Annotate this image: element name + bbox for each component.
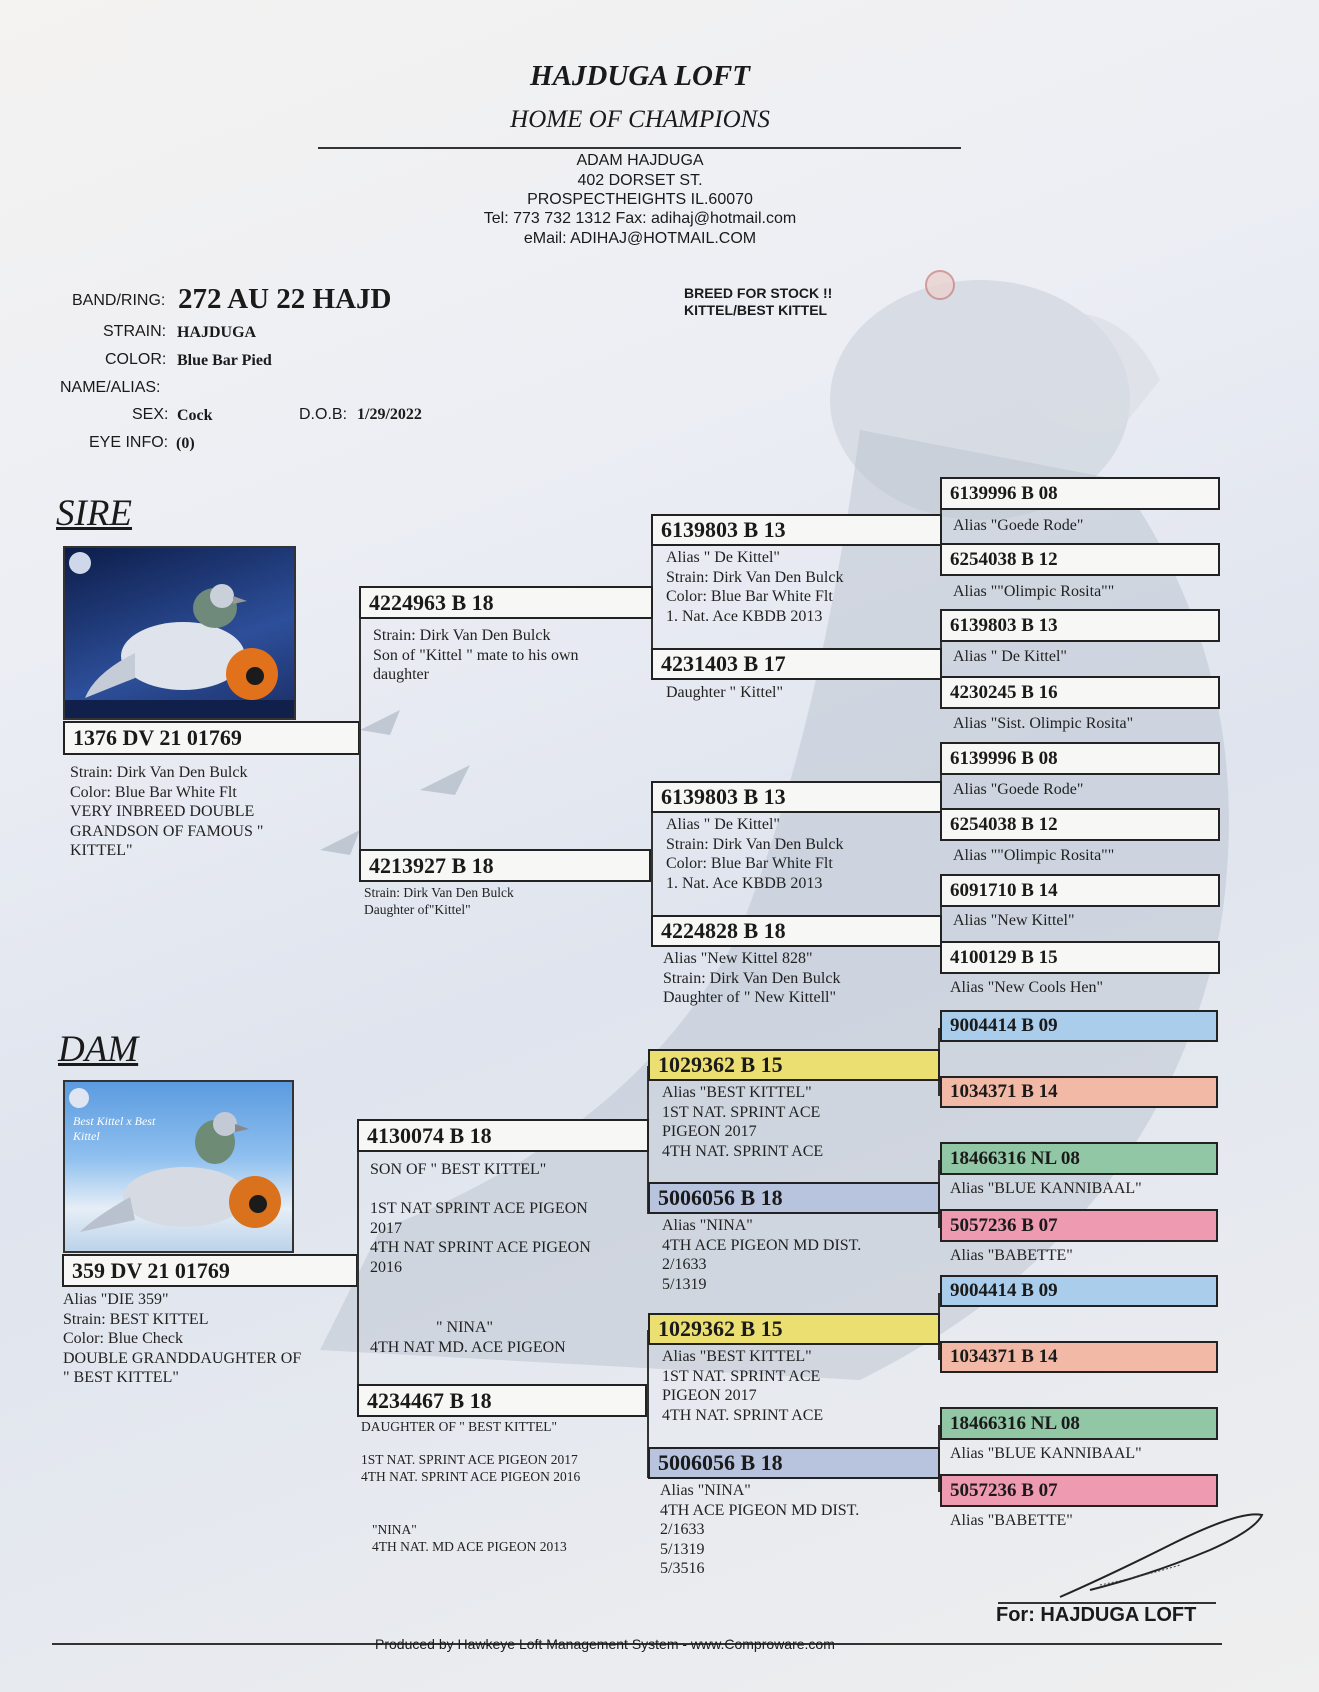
dam-father-notes-2: " NINA" — [436, 1319, 494, 1336]
owner-email: eMail: ADIHAJ@HOTMAIL.COM — [523, 230, 757, 247]
strain-label: STRAIN: — [103, 323, 167, 340]
dam-mother-notes-3: "NINA" 4TH NAT. MD ACE PIGEON 2013 — [372, 1522, 567, 1554]
breed-note: BREED FOR STOCK !! — [684, 285, 833, 301]
g4-4-alias: Alias "Sist. Olimpic Rosita" — [953, 715, 1134, 732]
connector — [359, 603, 361, 866]
dm-father-notes: Alias "BEST KITTEL" 1ST NAT. SPRINT ACE PIGEON 2017 4TH NAT. SPRINT ACE — [662, 1348, 824, 1424]
owner-city: PROSPECTHEIGHTS IL.60070 — [527, 191, 753, 208]
g4-1-band: 6139996 B 08 — [940, 477, 1220, 510]
sire-band: 1376 DV 21 01769 — [63, 721, 360, 755]
dam-mother-notes: DAUGHTER OF " BEST KITTEL" — [361, 1419, 558, 1434]
g4-1-alias: Alias "Goede Rode" — [953, 517, 1084, 534]
g4-11-band: 18466316 NL 08 — [940, 1142, 1218, 1175]
g4-7-alias: Alias "New Kittel" — [953, 912, 1075, 929]
eye-info-value: (0) — [176, 435, 195, 452]
strain-value: HAJDUGA — [177, 324, 257, 341]
ss-father-notes: Alias " De Kittel" Strain: Dirk Van Den Bulck Color: Blue Bar White Flt 1. Nat. Ace KBDB 2013 — [666, 549, 844, 625]
dm-mother-band: 5006056 B 18 — [648, 1447, 940, 1479]
ss-mother-band: 4231403 B 17 — [651, 648, 942, 680]
dob-value: 1/29/2022 — [357, 406, 422, 423]
dob-label: D.O.B: — [299, 406, 348, 423]
sire-father-notes: Strain: Dirk Van Den Bulck Son of "Kittel " mate to his own daughter — [373, 627, 579, 683]
g4-5-band: 6139996 B 08 — [940, 742, 1220, 775]
g4-11-alias: Alias "BLUE KANNIBAAL" — [950, 1180, 1142, 1197]
g4-15-alias: Alias "BLUE KANNIBAAL" — [950, 1445, 1142, 1462]
dd-mother-notes: Alias "NINA" 4TH ACE PIGEON MD DIST. 2/1633 5/1319 — [662, 1217, 862, 1293]
g4-4-band: 4230245 B 16 — [940, 676, 1220, 709]
sire-notes: Strain: Dirk Van Den Bulck Color: Blue Bar White Flt VERY INBREED DOUBLE GRANDSON OF FAMOUS " KITTEL" — [70, 764, 264, 859]
dam-mother-band: 4234467 B 18 — [357, 1384, 647, 1417]
ss-mother-notes: Daughter " Kittel" — [666, 684, 784, 701]
g4-8-band: 4100129 B 15 — [940, 941, 1220, 974]
dam-photo — [63, 1080, 294, 1253]
dm-father-band: 1029362 B 15 — [648, 1313, 940, 1345]
dam-father-notes: SON OF " BEST KITTEL" 1ST NAT SPRINT ACE PIGEON 2017 4TH NAT SPRINT ACE PIGEON 2016 — [370, 1161, 591, 1276]
dd-father-notes: Alias "BEST KITTEL" 1ST NAT. SPRINT ACE PIGEON 2017 4TH NAT. SPRINT ACE — [662, 1084, 824, 1160]
dam-heading: DAM — [58, 1029, 139, 1070]
sire-heading: SIRE — [56, 493, 133, 534]
dm-mother-notes: Alias "NINA" 4TH ACE PIGEON MD DIST. 2/1633 5/1319 5/3516 — [660, 1482, 860, 1577]
g4-12-band: 5057236 B 07 — [940, 1209, 1218, 1242]
g4-16-band: 5057236 B 07 — [940, 1474, 1218, 1507]
signature-for: For: HAJDUGA LOFT — [996, 1604, 1197, 1626]
loft-tagline: HOME OF CHAMPIONS — [510, 106, 770, 133]
owner-name: ADAM HAJDUGA — [576, 152, 704, 169]
sd-mother-notes: Alias "New Kittel 828" Strain: Dirk Van Den Bulck Daughter of " New Kittell" — [663, 950, 841, 1006]
loft-name: HAJDUGA LOFT — [530, 60, 750, 92]
dam-father-notes-3: 4TH NAT MD. ACE PIGEON — [370, 1339, 566, 1356]
g4-10-band: 1034371 B 14 — [940, 1076, 1218, 1108]
dam-notes: Alias "DIE 359" Strain: BEST KITTEL Color: Blue Check DOUBLE GRANDDAUGHTER OF " BEST KITTEL" — [63, 1291, 302, 1386]
owner-street: 402 DORSET ST. — [577, 172, 703, 189]
g4-6-alias: Alias ""Olimpic Rosita"" — [953, 847, 1115, 864]
owner-tel-fax: Tel: 773 732 1312 Fax: adihaj@hotmail.com — [483, 210, 797, 227]
color-label: COLOR: — [105, 351, 167, 368]
g4-14-band: 1034371 B 14 — [940, 1341, 1218, 1373]
sd-father-notes: Alias " De Kittel" Strain: Dirk Van Den Bulck Color: Blue Bar White Flt 1. Nat. Ace KBDB 2013 — [666, 816, 844, 892]
g4-7-band: 6091710 B 14 — [940, 874, 1220, 907]
g4-5-alias: Alias "Goede Rode" — [953, 781, 1084, 798]
g4-6-band: 6254038 B 12 — [940, 808, 1220, 841]
g4-16-alias: Alias "BABETTE" — [950, 1512, 1073, 1529]
dd-mother-band: 5006056 B 18 — [648, 1182, 940, 1214]
dd-father-band: 1029362 B 15 — [648, 1049, 940, 1081]
ss-father-band: 6139803 B 13 — [651, 514, 942, 546]
g4-2-band: 6254038 B 12 — [940, 543, 1220, 576]
sire-father-band: 4224963 B 18 — [359, 586, 653, 619]
g4-2-alias: Alias ""Olimpic Rosita"" — [953, 583, 1115, 600]
sex-label: SEX: — [132, 406, 169, 423]
sd-father-band: 6139803 B 13 — [651, 781, 942, 813]
produced-by: Produced by Hawkeye Loft Management System - www.Comproware.com — [375, 1636, 835, 1652]
sire-mother-notes: Strain: Dirk Van Den Bulck Daughter of"Kittel" — [364, 885, 514, 917]
sire-photo — [63, 546, 296, 720]
color-value: Blue Bar Pied — [177, 352, 272, 369]
dam-mother-notes-2: 1ST NAT. SPRINT ACE PIGEON 2017 4TH NAT. SPRINT ACE PIGEON 2016 — [361, 1452, 581, 1484]
g4-15-band: 18466316 NL 08 — [940, 1407, 1218, 1440]
connector — [357, 1136, 359, 1401]
g4-13-band: 9004414 B 09 — [940, 1275, 1218, 1307]
dam-father-band: 4130074 B 18 — [357, 1119, 649, 1152]
name-alias-label: NAME/ALIAS: — [60, 379, 161, 396]
breed-note-2: KITTEL/BEST KITTEL — [684, 302, 828, 318]
g4-12-alias: Alias "BABETTE" — [950, 1247, 1073, 1264]
g4-8-alias: Alias "New Cools Hen" — [950, 979, 1104, 996]
band-label: BAND/RING: — [72, 292, 166, 309]
sex-value: Cock — [177, 407, 213, 424]
g4-9-band: 9004414 B 09 — [940, 1010, 1218, 1042]
eye-info-label: EYE INFO: — [89, 434, 169, 451]
band-number: 272 AU 22 HAJD — [178, 283, 392, 315]
dam-band: 359 DV 21 01769 — [62, 1254, 358, 1287]
g4-3-alias: Alias " De Kittel" — [953, 648, 1067, 665]
dam-photo-caption: Best Kittel x Best Kittel — [73, 1114, 156, 1143]
signature — [1050, 1505, 1270, 1605]
sd-mother-band: 4224828 B 18 — [651, 915, 942, 947]
sire-mother-band: 4213927 B 18 — [359, 849, 651, 882]
header-rule — [318, 147, 961, 149]
g4-3-band: 6139803 B 13 — [940, 609, 1220, 642]
